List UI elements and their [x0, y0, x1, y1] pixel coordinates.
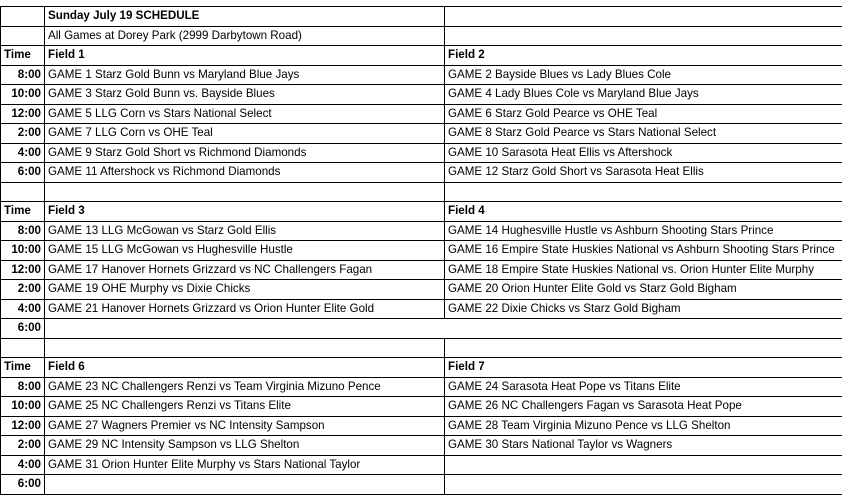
game-row [1, 280, 842, 300]
field-label-left[interactable]: Field 3 [45, 202, 445, 222]
game-cell-right[interactable]: GAME 10 Sarasota Heat Ellis vs Aftershock [445, 143, 842, 163]
game-cell-left[interactable]: GAME 19 OHE Murphy vs Dixie Chicks [45, 280, 445, 300]
game-cell-left[interactable]: GAME 27 Wagners Premier vs NC Intensity Sampson [45, 416, 445, 436]
time-cell[interactable]: 10:00 [1, 85, 45, 105]
field-label-right[interactable]: Field 2 [445, 46, 842, 66]
time-header[interactable]: Time [1, 202, 45, 222]
game-cell-left[interactable] [45, 475, 445, 495]
game-cell-right[interactable]: GAME 8 Starz Gold Pearce vs Stars National Select [445, 124, 842, 144]
game-cell-right[interactable] [445, 455, 842, 475]
game-cell-right[interactable]: GAME 26 NC Challengers Fagan vs Sarasota Heat Pope [445, 397, 842, 417]
game-row [1, 377, 842, 397]
game-cell-left[interactable]: GAME 7 LLG Corn vs OHE Teal [45, 124, 445, 144]
field-label-right[interactable]: Field 4 [445, 202, 842, 222]
time-cell[interactable]: 4:00 [1, 143, 45, 163]
schedule-table [0, 6, 842, 495]
time-cell[interactable]: 12:00 [1, 260, 45, 280]
game-row [1, 260, 842, 280]
field-label-right[interactable]: Field 7 [445, 358, 842, 378]
game-cell-right[interactable]: GAME 24 Sarasota Heat Pope vs Titans Elite [445, 377, 842, 397]
field-header-row [1, 358, 842, 378]
game-cell-right[interactable]: GAME 14 Hughesville Hustle vs Ashburn Shooting Stars Prince [445, 221, 842, 241]
game-cell-right[interactable]: GAME 20 Orion Hunter Elite Gold vs Starz Gold Bigham [445, 280, 842, 300]
game-row [1, 163, 842, 183]
empty-cell[interactable] [445, 338, 842, 358]
game-row [1, 221, 842, 241]
empty-cell[interactable] [445, 26, 842, 46]
game-cell-left[interactable]: GAME 25 NC Challengers Renzi vs Titans Elite [45, 397, 445, 417]
game-row [1, 416, 842, 436]
time-cell[interactable]: 10:00 [1, 397, 45, 417]
field-label-left[interactable]: Field 1 [45, 46, 445, 66]
time-cell[interactable]: 6:00 [1, 163, 45, 183]
game-cell-left[interactable]: GAME 15 LLG McGowan vs Hughesville Hustle [45, 241, 445, 261]
time-cell[interactable]: 12:00 [1, 416, 45, 436]
game-row [1, 143, 842, 163]
game-cell-right[interactable]: GAME 30 Stars National Taylor vs Wagners [445, 436, 842, 456]
title-row [1, 7, 842, 27]
game-row [1, 397, 842, 417]
game-row [1, 455, 842, 475]
game-row [1, 85, 842, 105]
game-cell-right[interactable]: GAME 22 Dixie Chicks vs Starz Gold Bigham [445, 299, 842, 319]
game-cell-right[interactable]: GAME 6 Starz Gold Pearce vs OHE Teal [445, 104, 842, 124]
empty-cell[interactable] [1, 182, 45, 202]
field-header-row [1, 46, 842, 66]
game-cell-left[interactable]: GAME 21 Hanover Hornets Grizzard vs Orion Hunter Elite Gold [45, 299, 445, 319]
blank-row [1, 338, 842, 358]
game-cell-left[interactable]: GAME 1 Starz Gold Bunn vs Maryland Blue Jays [45, 65, 445, 85]
game-cell-left[interactable]: GAME 23 NC Challengers Renzi vs Team Virginia Mizuno Pence [45, 377, 445, 397]
game-cell-right[interactable]: GAME 4 Lady Blues Cole vs Maryland Blue Jays [445, 85, 842, 105]
game-cell-left[interactable]: GAME 11 Aftershock vs Richmond Diamonds [45, 163, 445, 183]
time-cell[interactable]: 4:00 [1, 299, 45, 319]
time-header[interactable]: Time [1, 46, 45, 66]
empty-cell[interactable] [45, 182, 445, 202]
time-cell[interactable]: 12:00 [1, 104, 45, 124]
time-cell[interactable]: 4:00 [1, 455, 45, 475]
time-cell[interactable]: 8:00 [1, 221, 45, 241]
game-cell-right[interactable]: GAME 16 Empire State Huskies National vs Ashburn Shooting Stars Prince [445, 241, 842, 261]
field-header-row [1, 202, 842, 222]
game-cell-left[interactable]: GAME 9 Starz Gold Short vs Richmond Diamonds [45, 143, 445, 163]
game-row [1, 241, 842, 261]
empty-cell[interactable] [1, 7, 45, 27]
time-cell[interactable]: 10:00 [1, 241, 45, 261]
game-row [1, 436, 842, 456]
game-row [1, 104, 842, 124]
game-cell-right[interactable]: GAME 2 Bayside Blues vs Lady Blues Cole [445, 65, 842, 85]
schedule-title[interactable]: Sunday July 19 SCHEDULE [45, 7, 445, 27]
game-row [1, 319, 842, 339]
time-cell[interactable]: 6:00 [1, 475, 45, 495]
location-text[interactable]: All Games at Dorey Park (2999 Darbytown Road) [45, 26, 445, 46]
time-header[interactable]: Time [1, 358, 45, 378]
game-row [1, 124, 842, 144]
empty-cell[interactable] [445, 7, 842, 27]
time-cell[interactable]: 6:00 [1, 319, 45, 339]
game-cell-right[interactable]: GAME 28 Team Virginia Mizuno Pence vs LLG Shelton [445, 416, 842, 436]
game-row [1, 475, 842, 495]
time-cell[interactable]: 2:00 [1, 280, 45, 300]
time-cell[interactable]: 2:00 [1, 436, 45, 456]
game-cell-left[interactable]: GAME 13 LLG McGowan vs Starz Gold Ellis [45, 221, 445, 241]
time-cell[interactable]: 8:00 [1, 65, 45, 85]
game-cell-left[interactable]: GAME 17 Hanover Hornets Grizzard vs NC Challengers Fagan [45, 260, 445, 280]
field-label-left[interactable]: Field 6 [45, 358, 445, 378]
location-row [1, 26, 842, 46]
game-row [1, 299, 842, 319]
game-cell-left[interactable]: GAME 29 NC Intensity Sampson vs LLG Shelton [45, 436, 445, 456]
game-cell-right[interactable]: GAME 12 Starz Gold Short vs Sarasota Heat Ellis [445, 163, 842, 183]
empty-cell[interactable] [1, 26, 45, 46]
blank-row [1, 182, 842, 202]
empty-cell[interactable] [45, 338, 445, 358]
empty-cell[interactable] [1, 338, 45, 358]
game-row [1, 65, 842, 85]
game-cell-merged[interactable] [45, 319, 842, 339]
game-cell-right[interactable]: GAME 18 Empire State Huskies National vs. Orion Hunter Elite Murphy [445, 260, 842, 280]
game-cell-left[interactable]: GAME 5 LLG Corn vs Stars National Select [45, 104, 445, 124]
time-cell[interactable]: 2:00 [1, 124, 45, 144]
game-cell-left[interactable]: GAME 3 Starz Gold Bunn vs. Bayside Blues [45, 85, 445, 105]
empty-cell[interactable] [445, 182, 842, 202]
game-cell-left[interactable]: GAME 31 Orion Hunter Elite Murphy vs Stars National Taylor [45, 455, 445, 475]
game-cell-right[interactable] [445, 475, 842, 495]
time-cell[interactable]: 8:00 [1, 377, 45, 397]
